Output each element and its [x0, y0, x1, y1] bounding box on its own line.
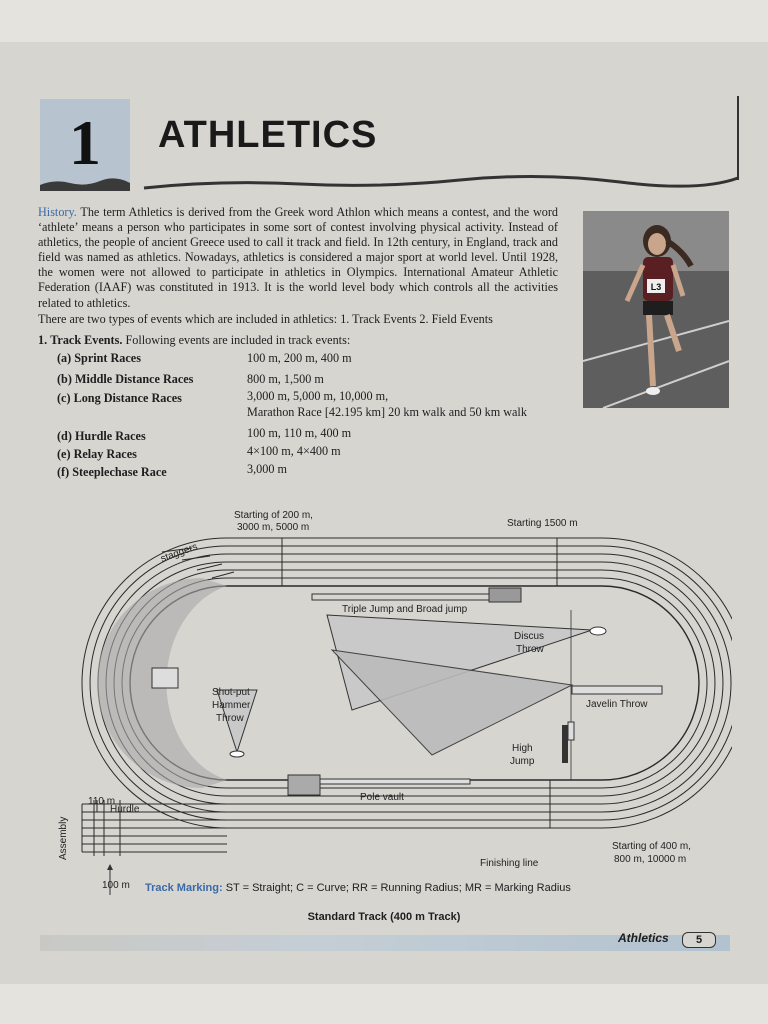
- chapter-number: 1: [69, 107, 101, 178]
- page-number: 5: [682, 932, 716, 948]
- event-label: (c) Long Distance Races: [57, 391, 182, 405]
- event-label: (a) Sprint Races: [57, 351, 141, 365]
- runner-bib: L3: [650, 282, 662, 292]
- event-value: Marathon Race [42.195 km] 20 km walk and 50 km walk: [247, 405, 527, 419]
- label-100m: 100 m: [102, 880, 130, 891]
- event-value: 100 m, 110 m, 400 m: [247, 426, 352, 440]
- track-events-heading: [38, 333, 350, 348]
- event-value: 4×100 m, 4×400 m: [247, 444, 341, 458]
- label-start-200b: 3000 m, 5000 m: [237, 522, 310, 533]
- label-triple-jump: Triple Jump and Broad jump: [342, 604, 468, 615]
- figure-caption: Standard Track (400 m Track): [307, 911, 461, 923]
- standard-track-diagram: [52, 500, 732, 910]
- event-types-line: There are two types of events which are included in athletics: 1. Track Events 2. Field Events: [38, 312, 493, 326]
- event-value: 3,000 m: [247, 462, 287, 476]
- label-javelin: Javelin Throw: [586, 699, 648, 710]
- label-start-200: Starting of 200 m,: [234, 510, 313, 521]
- history-label: History.: [38, 205, 77, 219]
- runner-photo: [583, 211, 729, 408]
- track-events-intro: Following events are included in track events:: [122, 333, 351, 347]
- footer-section: Athletics: [618, 931, 669, 945]
- track-events-title: Track Events.: [50, 333, 123, 347]
- chapter-title: ATHLETICS: [158, 114, 378, 156]
- event-label: (f) Steeplechase Race: [57, 465, 167, 479]
- label-pole-vault: Pole vault: [360, 792, 404, 803]
- label-high-jump: Jump: [510, 756, 535, 767]
- event-value: 800 m, 1,500 m: [247, 372, 324, 386]
- label-high: High: [512, 743, 533, 754]
- event-value: 100 m, 200 m, 400 m: [247, 351, 352, 365]
- track-marking-legend: [145, 882, 571, 894]
- history-paragraph: [38, 205, 558, 311]
- label-110m: 110 m: [88, 796, 116, 807]
- label-discus: Discus: [514, 631, 545, 642]
- event-label: (d) Hurdle Races: [57, 429, 146, 443]
- label-discus-2: Throw: [516, 644, 544, 655]
- legend-text: ST = Straight; C = Curve; RR = Running Radius; MR = Marking Radius: [222, 882, 571, 894]
- label-hurdle: Hurdle: [110, 804, 140, 815]
- label-start-400b: 800 m, 10000 m: [614, 854, 687, 865]
- track-events-num: 1.: [38, 333, 48, 347]
- label-assembly: Assembly: [58, 816, 69, 860]
- label-throw: Throw: [216, 713, 244, 724]
- label-hammer: Hammer: [212, 700, 251, 711]
- label-start-400: Starting of 400 m,: [612, 841, 691, 852]
- event-label: (e) Relay Races: [57, 447, 137, 461]
- label-shot-put: Shot-put: [212, 687, 250, 698]
- history-body: The term Athletics is derived from the Greek word Athlon which means a contest, and the word ‘athlete’ means a person who participates in some sort of contest involving physical activity. Instead of athletics, the people of ancient Greece used to call it track and field. In 12th century, in England, track and field was named as athletics. Nowadays, athletics is considered a major sport at world level. Until 1928, the women were not allowed to participate in athletics in Olympics. International Amateur Athletic Federation (IAAF) was constituted in 1913. It is the world level body which controls all the activities related to athletics.: [38, 205, 558, 310]
- legend-label: Track Marking:: [145, 882, 223, 894]
- label-start-1500: Starting 1500 m: [507, 518, 578, 529]
- event-label: (b) Middle Distance Races: [57, 372, 194, 386]
- label-staggers: staggers: [159, 541, 200, 565]
- label-finishing-line: Finishing line: [480, 858, 539, 869]
- event-value: 3,000 m, 5,000 m, 10,000 m,: [247, 389, 389, 403]
